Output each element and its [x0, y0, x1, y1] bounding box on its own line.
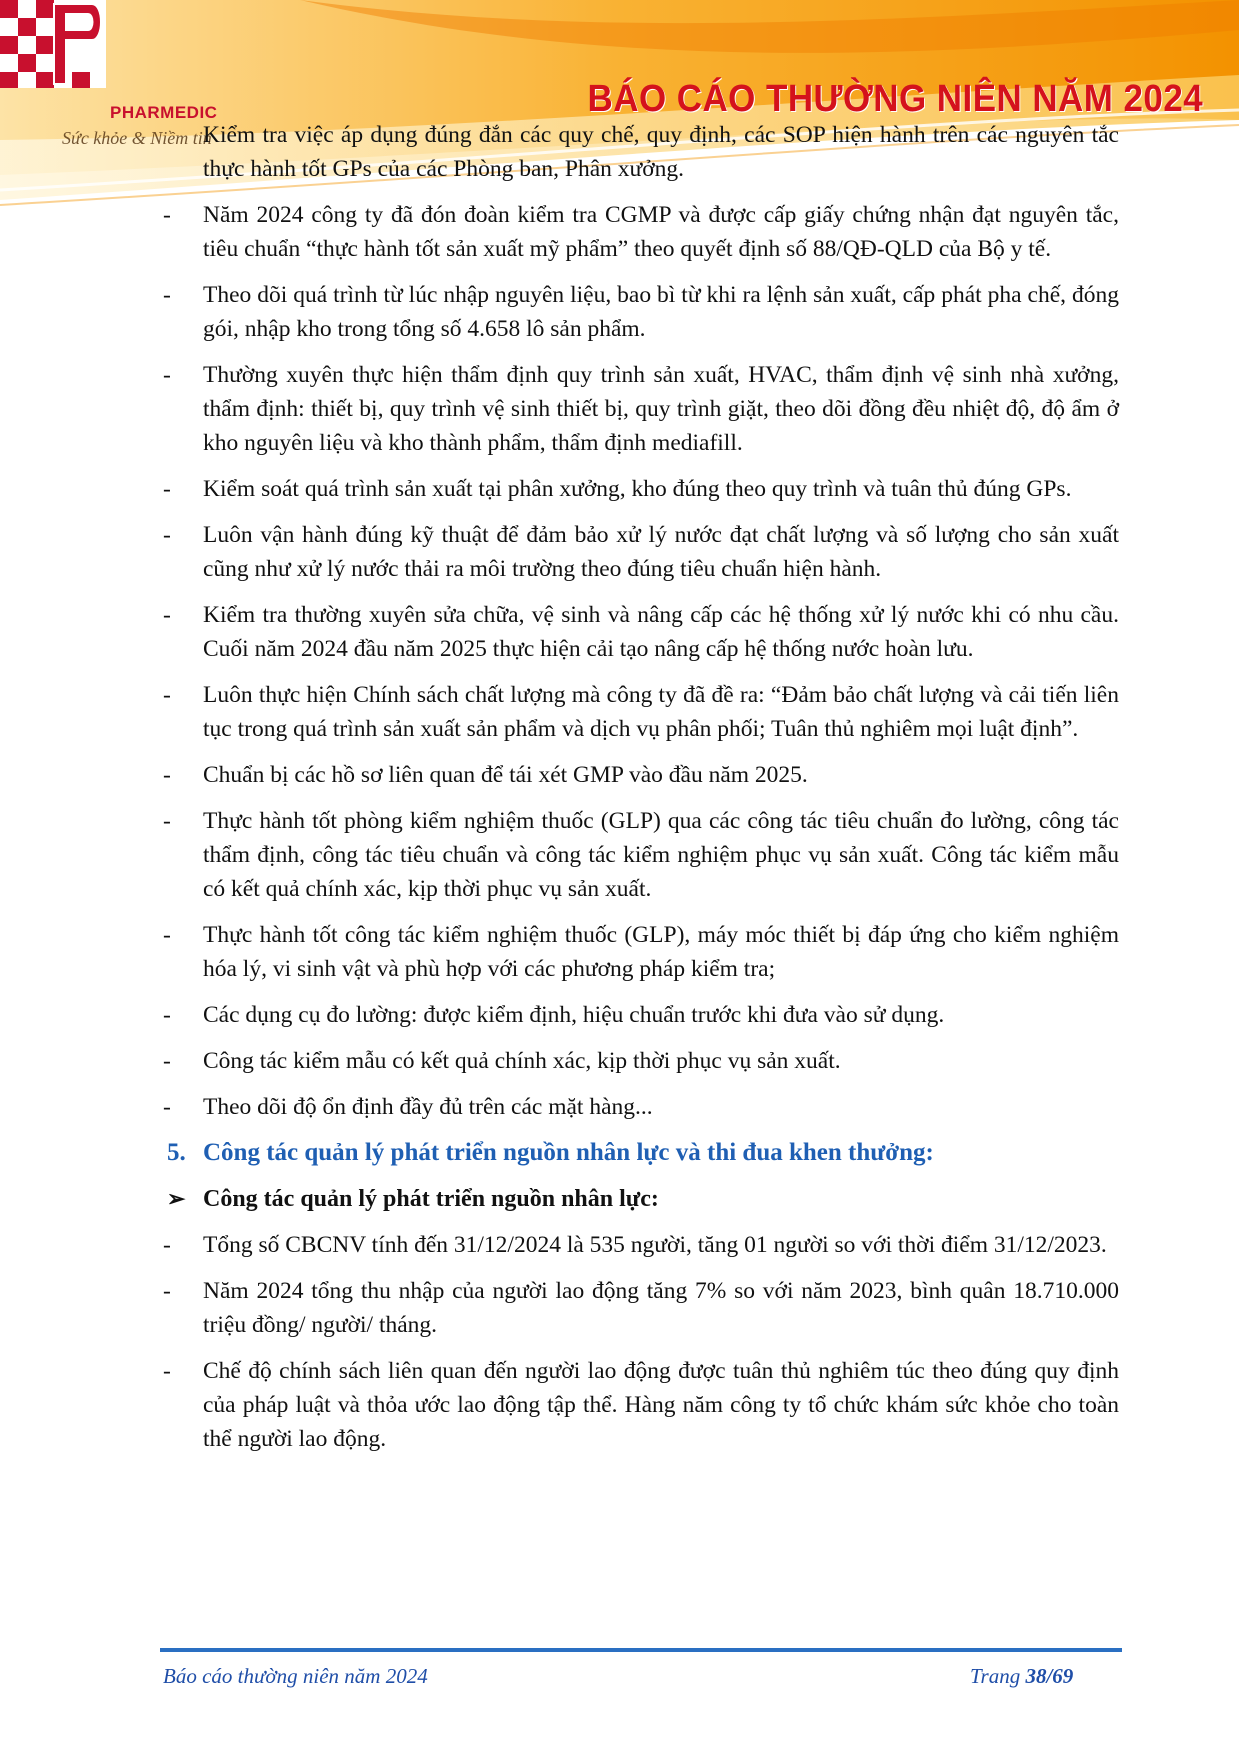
list-item [163, 278, 1119, 346]
dash-bullet: - [163, 1094, 171, 1120]
list-item-text: Kiểm tra việc áp dụng đúng đắn các quy chế, quy định, các SOP hiện hành trên các nguyên tắc thực hành tốt GPs của các Phòng ban, Phân xưởng. [203, 122, 1119, 182]
subsection-heading [163, 1182, 1119, 1216]
list-item-text: Thực hành tốt công tác kiểm nghiệm thuốc (GLP), máy móc thiết bị đáp ứng cho kiểm nghiệm hóa lý, vi sinh vật và phù hợp với các phương pháp kiểm tra; [203, 922, 1119, 982]
list-item [163, 918, 1119, 986]
list-item-text: Thực hành tốt phòng kiểm nghiệm thuốc (GLP) qua các công tác tiêu chuẩn đo lường, công tác thẩm định, công tác tiêu chuẩn và công tác kiểm nghiệm phục vụ sản xuất. Công tác kiểm mẫu có kết quả chính xác, kịp thời phục vụ sản xuất. [203, 808, 1119, 902]
list-item [163, 1354, 1119, 1456]
dash-bullet: - [163, 922, 171, 948]
list-item [163, 804, 1119, 906]
dash-bullet: - [163, 1358, 171, 1384]
subsection-title: Công tác quản lý phát triển nguồn nhân lực: [203, 1186, 659, 1212]
dash-bullet: - [163, 1048, 171, 1074]
list-item-text: Năm 2024 công ty đã đón đoàn kiểm tra CGMP và được cấp giấy chứng nhận đạt nguyên tắc, tiêu chuẩn “thực hành tốt sản xuất mỹ phẩm” theo quyết định số 88/QĐ-QLD của Bộ y tế. [203, 202, 1119, 262]
list-item [163, 358, 1119, 460]
arrow-bullet-icon: ➢ [167, 1186, 186, 1211]
list-item [163, 1044, 1119, 1078]
list-item [163, 1274, 1119, 1342]
dash-bullet: - [163, 682, 171, 708]
list-item [163, 118, 1119, 186]
dash-bullet: - [163, 762, 171, 788]
list-item [163, 198, 1119, 266]
brand-name: PHARMEDIC [110, 103, 218, 122]
dash-bullet: - [163, 1002, 171, 1028]
list-item-text: Năm 2024 tổng thu nhập của người lao động tăng 7% so với năm 2023, bình quân 18.710.000 triệu đồng/ người/ tháng. [203, 1278, 1119, 1338]
list-item [163, 1090, 1119, 1124]
list-item-text: Theo dõi độ ổn định đầy đủ trên các mặt hàng... [203, 1094, 653, 1120]
list-item-text: Luôn thực hiện Chính sách chất lượng mà công ty đã đề ra: “Đảm bảo chất lượng và cải tiến liên tục trong quá trình sản xuất sản phẩm và dịch vụ phân phối; Tuân thủ nghiêm mọi luật định”. [203, 682, 1119, 742]
dash-bullet: - [163, 522, 171, 548]
footer-divider [160, 1648, 1122, 1652]
list-item [163, 518, 1119, 586]
list-item [163, 598, 1119, 666]
section-heading [163, 1136, 1119, 1170]
page-count: 38/69 [1025, 1664, 1074, 1688]
dash-bullet: - [163, 602, 171, 628]
list-item-text: Luôn vận hành đúng kỹ thuật để đảm bảo xử lý nước đạt chất lượng và số lượng cho sản xuất cũng như xử lý nước thải ra môi trường theo đúng tiêu chuẩn hiện hành. [203, 522, 1119, 582]
list-item-text: Thường xuyên thực hiện thẩm định quy trình sản xuất, HVAC, thẩm định vệ sinh nhà xưởng, thẩm định: thiết bị, quy trình vệ sinh thiết bị, quy trình giặt, theo dõi đồng đều nhiệt độ, độ ẩm ở kho nguyên liệu và kho thành phẩm, thẩm định mediafill. [203, 362, 1119, 456]
section-number: 5. [167, 1139, 186, 1166]
page-number [970, 1664, 1073, 1689]
bullet-list [163, 198, 1119, 1124]
dash-bullet: - [163, 362, 171, 388]
bullet-list [163, 1228, 1119, 1456]
list-item-text: Chế độ chính sách liên quan đến người lao động được tuân thủ nghiêm túc theo đúng quy định của pháp luật và thỏa ước lao động tập thể. Hàng năm công ty tổ chức khám sức khỏe cho toàn thể người lao động. [203, 1358, 1119, 1452]
list-item-text: Kiểm tra thường xuyên sửa chữa, vệ sinh và nâng cấp các hệ thống xử lý nước khi có nhu cầu. Cuối năm 2024 đầu năm 2025 thực hiện cải tạo nâng cấp hệ thống nước hoàn lưu. [203, 602, 1119, 662]
page-content [163, 118, 1119, 1468]
list-item [163, 678, 1119, 746]
list-item [163, 758, 1119, 792]
dash-bullet: - [163, 282, 171, 308]
list-item-text: Các dụng cụ đo lường: được kiểm định, hiệu chuẩn trước khi đưa vào sử dụng. [203, 1002, 945, 1028]
section-title: Công tác quản lý phát triển nguồn nhân lực và thi đua khen thưởng: [203, 1139, 934, 1166]
dash-bullet: - [163, 1232, 171, 1258]
brand-slogan: Sức khỏe & Niềm tin [62, 128, 212, 148]
list-item [163, 1228, 1119, 1262]
list-item [163, 998, 1119, 1032]
page-label: Trang [970, 1664, 1021, 1688]
list-item-text: Theo dõi quá trình từ lúc nhập nguyên liệu, bao bì từ khi ra lệnh sản xuất, cấp phát pha chế, đóng gói, nhập kho trong tổng số 4.658 lô sản phẩm. [203, 282, 1119, 342]
footer-title: Báo cáo thường niên năm 2024 [163, 1664, 428, 1688]
pharmedic-logo-icon [0, 0, 106, 88]
dash-bullet: - [163, 202, 171, 228]
list-item-text: Chuẩn bị các hồ sơ liên quan để tái xét GMP vào đầu năm 2025. [203, 762, 808, 788]
list-item-text: Tổng số CBCNV tính đến 31/12/2024 là 535 người, tăng 01 người so với thời điểm 31/12/2023. [203, 1232, 1107, 1258]
list-item [163, 472, 1119, 506]
dash-bullet: - [163, 476, 171, 502]
dash-bullet: - [163, 808, 171, 834]
list-item-text: Công tác kiểm mẫu có kết quả chính xác, kịp thời phục vụ sản xuất. [203, 1048, 841, 1074]
report-title: BÁO CÁO THƯỜNG NIÊN NĂM 2024 [587, 78, 1203, 120]
dash-bullet: - [163, 1278, 171, 1304]
list-item-text: Kiểm soát quá trình sản xuất tại phân xưởng, kho đúng theo quy trình và tuân thủ đúng GPs. [203, 476, 1072, 502]
